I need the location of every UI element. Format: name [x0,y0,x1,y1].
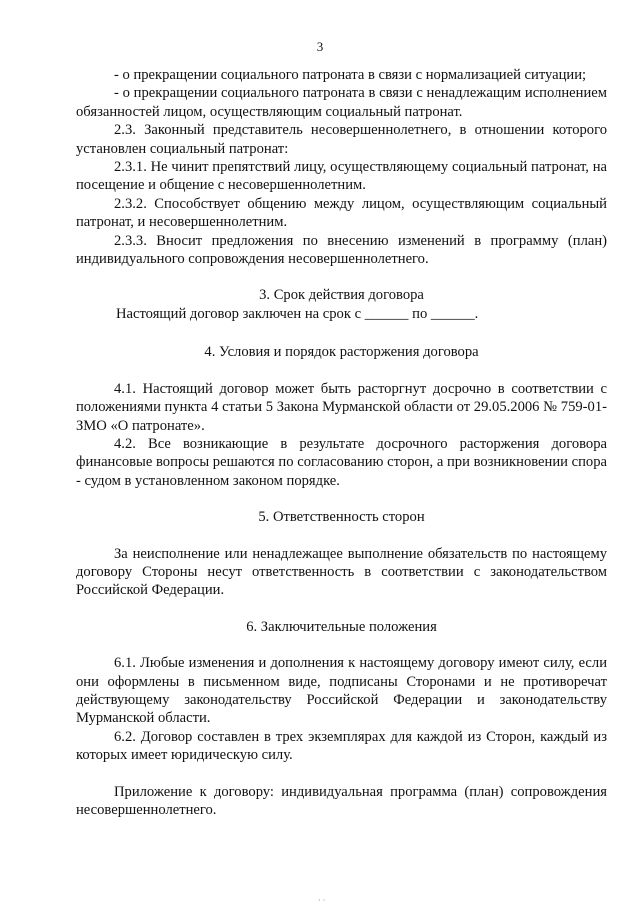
section-6-heading: 6. Заключительные положения [246,618,437,635]
contract-term: Настоящий договор заключен на срок с ______ по ______. [116,305,479,322]
page-number: 3 [316,39,324,54]
clause-2-3: 2.3. Законный представитель несовершеннолетнего, в отношении которого установлен социальный патронат: [76,122,607,157]
clause-6-2: 6.2. Договор составлен в трех экземплярах для каждой из Сторон, каждый из которых имеет юридическую силу. [76,728,607,764]
clause-termination-normalization: - о прекращении социального патроната в связи с нормализацией ситуации; [114,67,587,83]
clause-2-3-3: 2.3.3. Вносит предложения по внесению изменений в программу (план) индивидуального сопровождения несовершеннолетнего. [76,232,607,268]
document-body [76,66,607,819]
clause-4-2: 4.2. Все возникающие в результате досрочного расторжения договора финансовые вопросы решаются по согласованию сторон, а при возникновении спора - судом в установленном законом порядке. [76,435,607,489]
clause-2-3-2: 2.3.2. Способствует общению между лицом, осуществляющим социальный патронат, и несовершеннолетним. [76,195,607,231]
clause-termination-improper-performance: - о прекращении социального патроната в связи с ненадлежащим исполнением обязанностей лицом, осуществляющим социальный патронат. [76,85,607,120]
clause-6-1: 6.1. Любые изменения и дополнения к настоящему договору имеют силу, если они оформлены в письменном виде, подписаны Сторонами и не противоречат действующему законодательству Российской Федерации и законодательству Мурманской области. [76,655,607,727]
section-4-heading: 4. Условия и порядок расторжения договора [204,344,479,361]
section-5-heading: 5. Ответственность сторон [258,509,425,526]
clause-4-1: 4.1. Настоящий договор может быть расторгнут досрочно в соответствии с положениями пункта 4 статьи 5 Закона Мурманской области от 29.05.2006 № 759-01-ЗМО «О патронате». [76,380,607,434]
clause-5-responsibility: За неисполнение или ненадлежащее выполнение обязательств по настоящему договору Стороны несут ответственность в соответствии с законодательством Российской Федерации. [76,545,607,599]
section-3-heading: 3. Срок действия договора [259,287,424,304]
scan-mark: · · [318,896,326,905]
appendix-reference: Приложение к договору: индивидуальная программа (план) сопровождения несовершеннолетнего. [76,783,607,818]
clause-2-3-1: 2.3.1. Не чинит препятствий лицу, осуществляющему социальный патронат, на посещение и общение с несовершеннолетним. [76,159,607,194]
